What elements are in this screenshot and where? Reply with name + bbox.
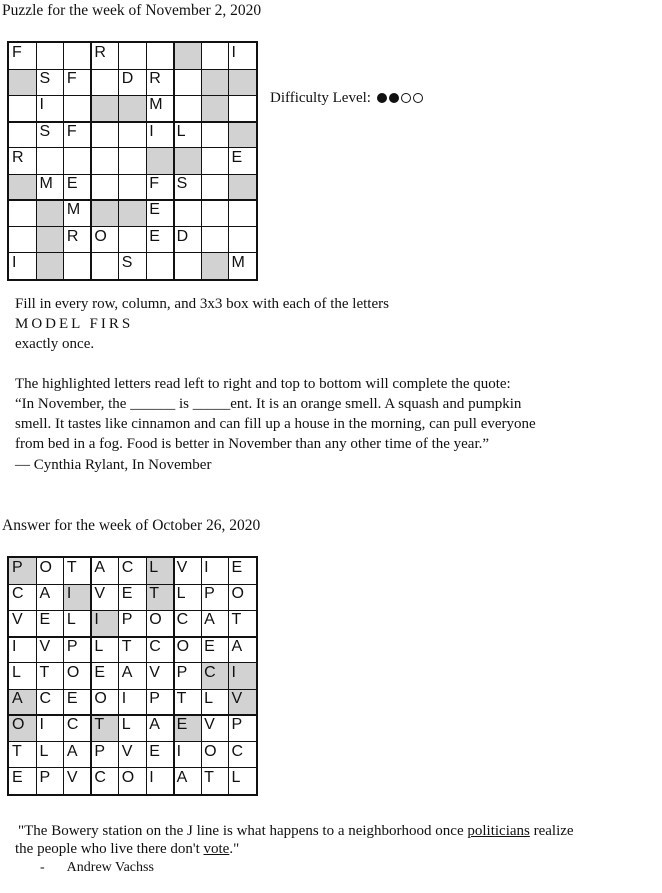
puzzle-cell <box>119 174 146 200</box>
answer-cell: P <box>94 742 105 760</box>
answer-cell: P <box>176 663 188 681</box>
puzzle-cell: E <box>149 227 160 245</box>
answer-cell: V <box>204 716 215 734</box>
answer-cell: L <box>121 716 131 734</box>
puzzle-cell <box>174 148 201 174</box>
puzzle-cell: O <box>94 227 107 245</box>
puzzle-cell <box>36 227 63 253</box>
answer-cell: P <box>39 768 51 786</box>
difficulty-indicator <box>270 90 423 107</box>
grid-line <box>118 43 119 279</box>
grid-line <box>173 43 175 279</box>
puzzle-cell: F <box>66 122 77 140</box>
grid-line <box>9 714 256 716</box>
grid-line <box>9 69 256 70</box>
puzzle-cell: E <box>66 175 78 193</box>
puzzle-cell: E <box>231 148 243 166</box>
puzzle-cell <box>119 227 146 253</box>
puzzle-cell <box>64 253 91 279</box>
puzzle-cell <box>36 200 63 226</box>
answer-quote-line-1 <box>18 821 574 841</box>
answer-cell: I <box>64 584 91 610</box>
answer-cell: E <box>174 715 201 741</box>
answer-cell: E <box>231 559 243 576</box>
difficulty-dots <box>375 90 423 106</box>
answer-cell: P <box>149 690 160 708</box>
answer-cell: C <box>12 585 24 603</box>
answer-cell: C <box>201 663 228 689</box>
attribution-dash: - <box>40 860 45 875</box>
puzzle-cell: R <box>94 44 106 61</box>
answer-cell: E <box>39 611 51 629</box>
puzzle-cell <box>119 200 146 226</box>
puzzle-cell <box>91 148 118 174</box>
puzzle-cell <box>36 253 63 279</box>
puzzle-cell: M <box>149 96 163 114</box>
puzzle-cell <box>201 43 228 69</box>
puzzle-cell <box>36 43 63 69</box>
answer-cell: A <box>176 768 188 786</box>
difficulty-dot-empty-icon <box>401 93 411 103</box>
answer-cell: I <box>149 768 154 786</box>
difficulty-dot-empty-icon <box>413 93 423 103</box>
answer-cell: P <box>66 637 78 655</box>
grid-line <box>173 558 175 794</box>
puzzle-cell <box>174 253 201 279</box>
grid-line <box>201 558 202 794</box>
grid-line <box>36 558 37 794</box>
grid-line <box>90 558 92 794</box>
puzzle-cell <box>91 253 118 279</box>
puzzle-cell <box>174 43 201 69</box>
answer-cell: P <box>231 716 243 734</box>
puzzle-cell: M <box>39 175 53 193</box>
answer-cell: C <box>149 637 161 655</box>
puzzle-cell <box>201 69 228 95</box>
puzzle-cell: M <box>66 201 81 219</box>
grid-line <box>9 199 256 201</box>
answer-cell: A <box>121 663 133 681</box>
underlined-word: vote <box>203 841 230 857</box>
answer-cell: A <box>94 559 105 576</box>
answer-cell: V <box>66 768 78 786</box>
answer-cell: T <box>39 663 50 681</box>
answer-cell: I <box>12 637 17 655</box>
answer-cell: I <box>39 716 44 734</box>
answer-cell: V <box>39 637 51 655</box>
puzzle-cell <box>9 174 36 200</box>
answer-cell: V <box>121 742 133 760</box>
grid-line <box>146 558 147 794</box>
difficulty-dot-filled-icon <box>377 93 387 103</box>
puzzle-cell: R <box>149 70 161 88</box>
puzzle-cell <box>201 200 228 226</box>
puzzle-cell <box>146 148 173 174</box>
answer-cell: I <box>229 663 256 689</box>
answer-cell: L <box>231 768 241 786</box>
puzzle-cell <box>201 122 228 148</box>
quote-attribution: — Cynthia Rylant, In November <box>15 457 212 473</box>
puzzle-cell: S <box>39 70 51 88</box>
puzzle-grid <box>7 41 258 281</box>
answer-cell: V <box>149 663 160 681</box>
answer-cell: V <box>12 611 23 629</box>
answer-cell: L <box>94 637 104 655</box>
attribution-name: Andrew Vachss <box>66 860 154 875</box>
answer-quote-text: realize <box>529 823 574 839</box>
grid-line <box>36 43 37 279</box>
grid-line <box>9 252 256 253</box>
answer-cell: E <box>66 690 78 708</box>
answer-cell: T <box>91 715 118 741</box>
puzzle-cell <box>9 122 36 148</box>
grid-line <box>228 558 229 794</box>
puzzle-cell <box>229 200 256 226</box>
puzzle-cell <box>174 95 201 121</box>
answer-cell: L <box>12 663 21 681</box>
puzzle-cell <box>119 43 146 69</box>
puzzle-cell: R <box>12 148 24 166</box>
puzzle-cell <box>64 148 91 174</box>
answer-cell: T <box>231 611 242 629</box>
answer-cell: T <box>146 584 173 610</box>
puzzle-cell <box>201 174 228 200</box>
answer-cell: O <box>231 585 244 603</box>
grid-line <box>201 43 202 279</box>
answer-cell: L <box>39 742 49 760</box>
underlined-word: politicians <box>467 823 530 839</box>
answer-cell: V <box>176 559 188 576</box>
answer-title: Answer for the week of October 26, 2020 <box>2 517 261 534</box>
puzzle-cell <box>64 95 91 121</box>
puzzle-cell <box>201 148 228 174</box>
answer-cell: V <box>229 689 256 715</box>
puzzle-cell: I <box>231 44 236 61</box>
instructions-letters: MODEL FIRS <box>15 316 134 332</box>
grid-line <box>9 226 256 227</box>
quote-line-1: “In November, the ______ is _____ent. It is an orange smell. A squash and pumpkin <box>15 396 522 412</box>
puzzle-cell <box>9 227 36 253</box>
answer-cell: E <box>12 768 23 786</box>
answer-cell: O <box>9 715 36 741</box>
grid-line <box>9 689 256 690</box>
puzzle-cell <box>119 122 146 148</box>
answer-cell: L <box>146 558 173 584</box>
puzzle-cell <box>146 253 173 279</box>
answer-cell: O <box>66 663 80 681</box>
grid-line <box>9 741 256 742</box>
answer-cell: T <box>12 742 22 760</box>
answer-grid <box>7 556 258 796</box>
answer-cell: E <box>94 663 105 681</box>
puzzle-cell: E <box>149 201 160 219</box>
quote-intro: The highlighted letters read left to right and top to bottom will complete the quote: <box>15 376 511 392</box>
answer-cell: A <box>9 689 36 715</box>
answer-quote-text: ." <box>229 841 240 857</box>
answer-cell: V <box>94 585 105 603</box>
answer-cell: E <box>121 585 133 603</box>
answer-cell: C <box>121 559 134 576</box>
answer-cell: I <box>176 742 182 760</box>
answer-cell: O <box>94 690 107 708</box>
answer-cell: T <box>121 637 132 655</box>
answer-quote-attribution <box>40 858 154 878</box>
answer-cell: C <box>176 611 189 629</box>
puzzle-cell: D <box>121 70 134 88</box>
puzzle-cell: I <box>12 253 17 271</box>
grid-line <box>146 43 147 279</box>
difficulty-label: Difficulty Level: <box>270 90 371 106</box>
answer-cell: P <box>204 585 215 603</box>
answer-cell: I <box>204 559 209 576</box>
grid-line <box>9 95 256 96</box>
answer-cell: I <box>121 690 127 708</box>
answer-cell: A <box>231 637 243 655</box>
grid-line <box>9 174 256 175</box>
answer-cell: C <box>66 716 79 734</box>
puzzle-cell <box>201 227 228 253</box>
answer-cell: O <box>39 559 52 576</box>
puzzle-cell <box>201 253 228 279</box>
answer-cell: T <box>204 768 214 786</box>
puzzle-cell: F <box>12 44 22 61</box>
answer-cell: A <box>149 716 160 734</box>
grid-line <box>9 767 256 768</box>
puzzle-cell: F <box>149 175 159 193</box>
puzzle-title: Puzzle for the week of November 2, 2020 <box>2 2 262 19</box>
puzzle-cell: S <box>176 175 188 193</box>
puzzle-cell: M <box>231 253 245 271</box>
answer-cell: L <box>204 690 214 708</box>
grid-line <box>63 558 64 794</box>
puzzle-cell <box>64 43 91 69</box>
puzzle-cell <box>91 69 118 95</box>
grid-line <box>9 636 256 638</box>
grid-line <box>63 43 64 279</box>
puzzle-cell: I <box>149 122 154 140</box>
answer-cell: T <box>176 690 187 708</box>
grid-line <box>118 558 119 794</box>
puzzle-cell <box>229 227 256 253</box>
instructions-line-3: exactly once. <box>15 336 95 352</box>
puzzle-cell <box>119 95 146 121</box>
answer-cell: A <box>204 611 215 629</box>
puzzle-cell <box>9 200 36 226</box>
grid-line <box>228 43 229 279</box>
answer-cell: C <box>94 768 106 786</box>
answer-cell: P <box>121 611 133 629</box>
answer-quote-text: the people who live there don't <box>15 841 204 857</box>
answer-cell: O <box>176 637 190 655</box>
grid-line <box>9 610 256 611</box>
answer-cell: C <box>39 690 51 708</box>
answer-cell: E <box>204 637 215 655</box>
answer-cell: A <box>66 742 78 760</box>
puzzle-cell: D <box>176 227 189 245</box>
puzzle-cell: S <box>39 122 51 140</box>
grid-line <box>9 584 256 585</box>
answer-cell: O <box>204 742 217 760</box>
puzzle-cell <box>146 43 173 69</box>
puzzle-cell <box>91 95 118 121</box>
quote-line-2: smell. It tastes like cinnamon and can fill up a house in the morning, can pull everyone <box>15 416 536 432</box>
puzzle-cell <box>36 148 63 174</box>
puzzle-cell: S <box>121 253 133 271</box>
answer-cell: O <box>121 768 135 786</box>
puzzle-cell <box>229 95 256 121</box>
grid-line <box>9 147 256 148</box>
puzzle-cell <box>119 148 146 174</box>
puzzle-cell: I <box>39 96 44 114</box>
answer-cell: I <box>91 610 118 636</box>
grid-line <box>9 121 256 123</box>
quote-line-3: from bed in a fog. Food is better in November than any other time of the year.” <box>15 436 490 452</box>
puzzle-cell <box>91 200 118 226</box>
puzzle-cell <box>201 95 228 121</box>
answer-cell: O <box>149 611 162 629</box>
puzzle-cell <box>174 200 201 226</box>
answer-cell: L <box>66 611 76 629</box>
instructions-line-1: Fill in every row, column, and 3x3 box with each of the letters <box>15 296 389 312</box>
puzzle-cell <box>174 69 201 95</box>
answer-cell: E <box>149 742 160 760</box>
answer-quote-text: "The Bowery station on the J line is what happens to a neighborhood once <box>18 823 468 839</box>
answer-cell: P <box>9 558 36 584</box>
puzzle-cell: L <box>176 122 186 140</box>
puzzle-cell <box>229 69 256 95</box>
puzzle-cell <box>229 174 256 200</box>
grid-line <box>9 662 256 663</box>
answer-cell: A <box>39 585 51 603</box>
answer-quote-line-2 <box>15 839 239 859</box>
answer-cell: T <box>66 559 77 576</box>
puzzle-cell: F <box>66 70 77 88</box>
puzzle-cell: R <box>66 227 79 245</box>
answer-cell: L <box>176 585 186 603</box>
puzzle-cell <box>9 69 36 95</box>
puzzle-cell <box>91 122 118 148</box>
puzzle-cell <box>229 122 256 148</box>
difficulty-dot-filled-icon <box>389 93 399 103</box>
puzzle-cell <box>9 95 36 121</box>
grid-line <box>90 43 92 279</box>
puzzle-cell <box>91 174 118 200</box>
answer-cell: C <box>231 742 244 760</box>
